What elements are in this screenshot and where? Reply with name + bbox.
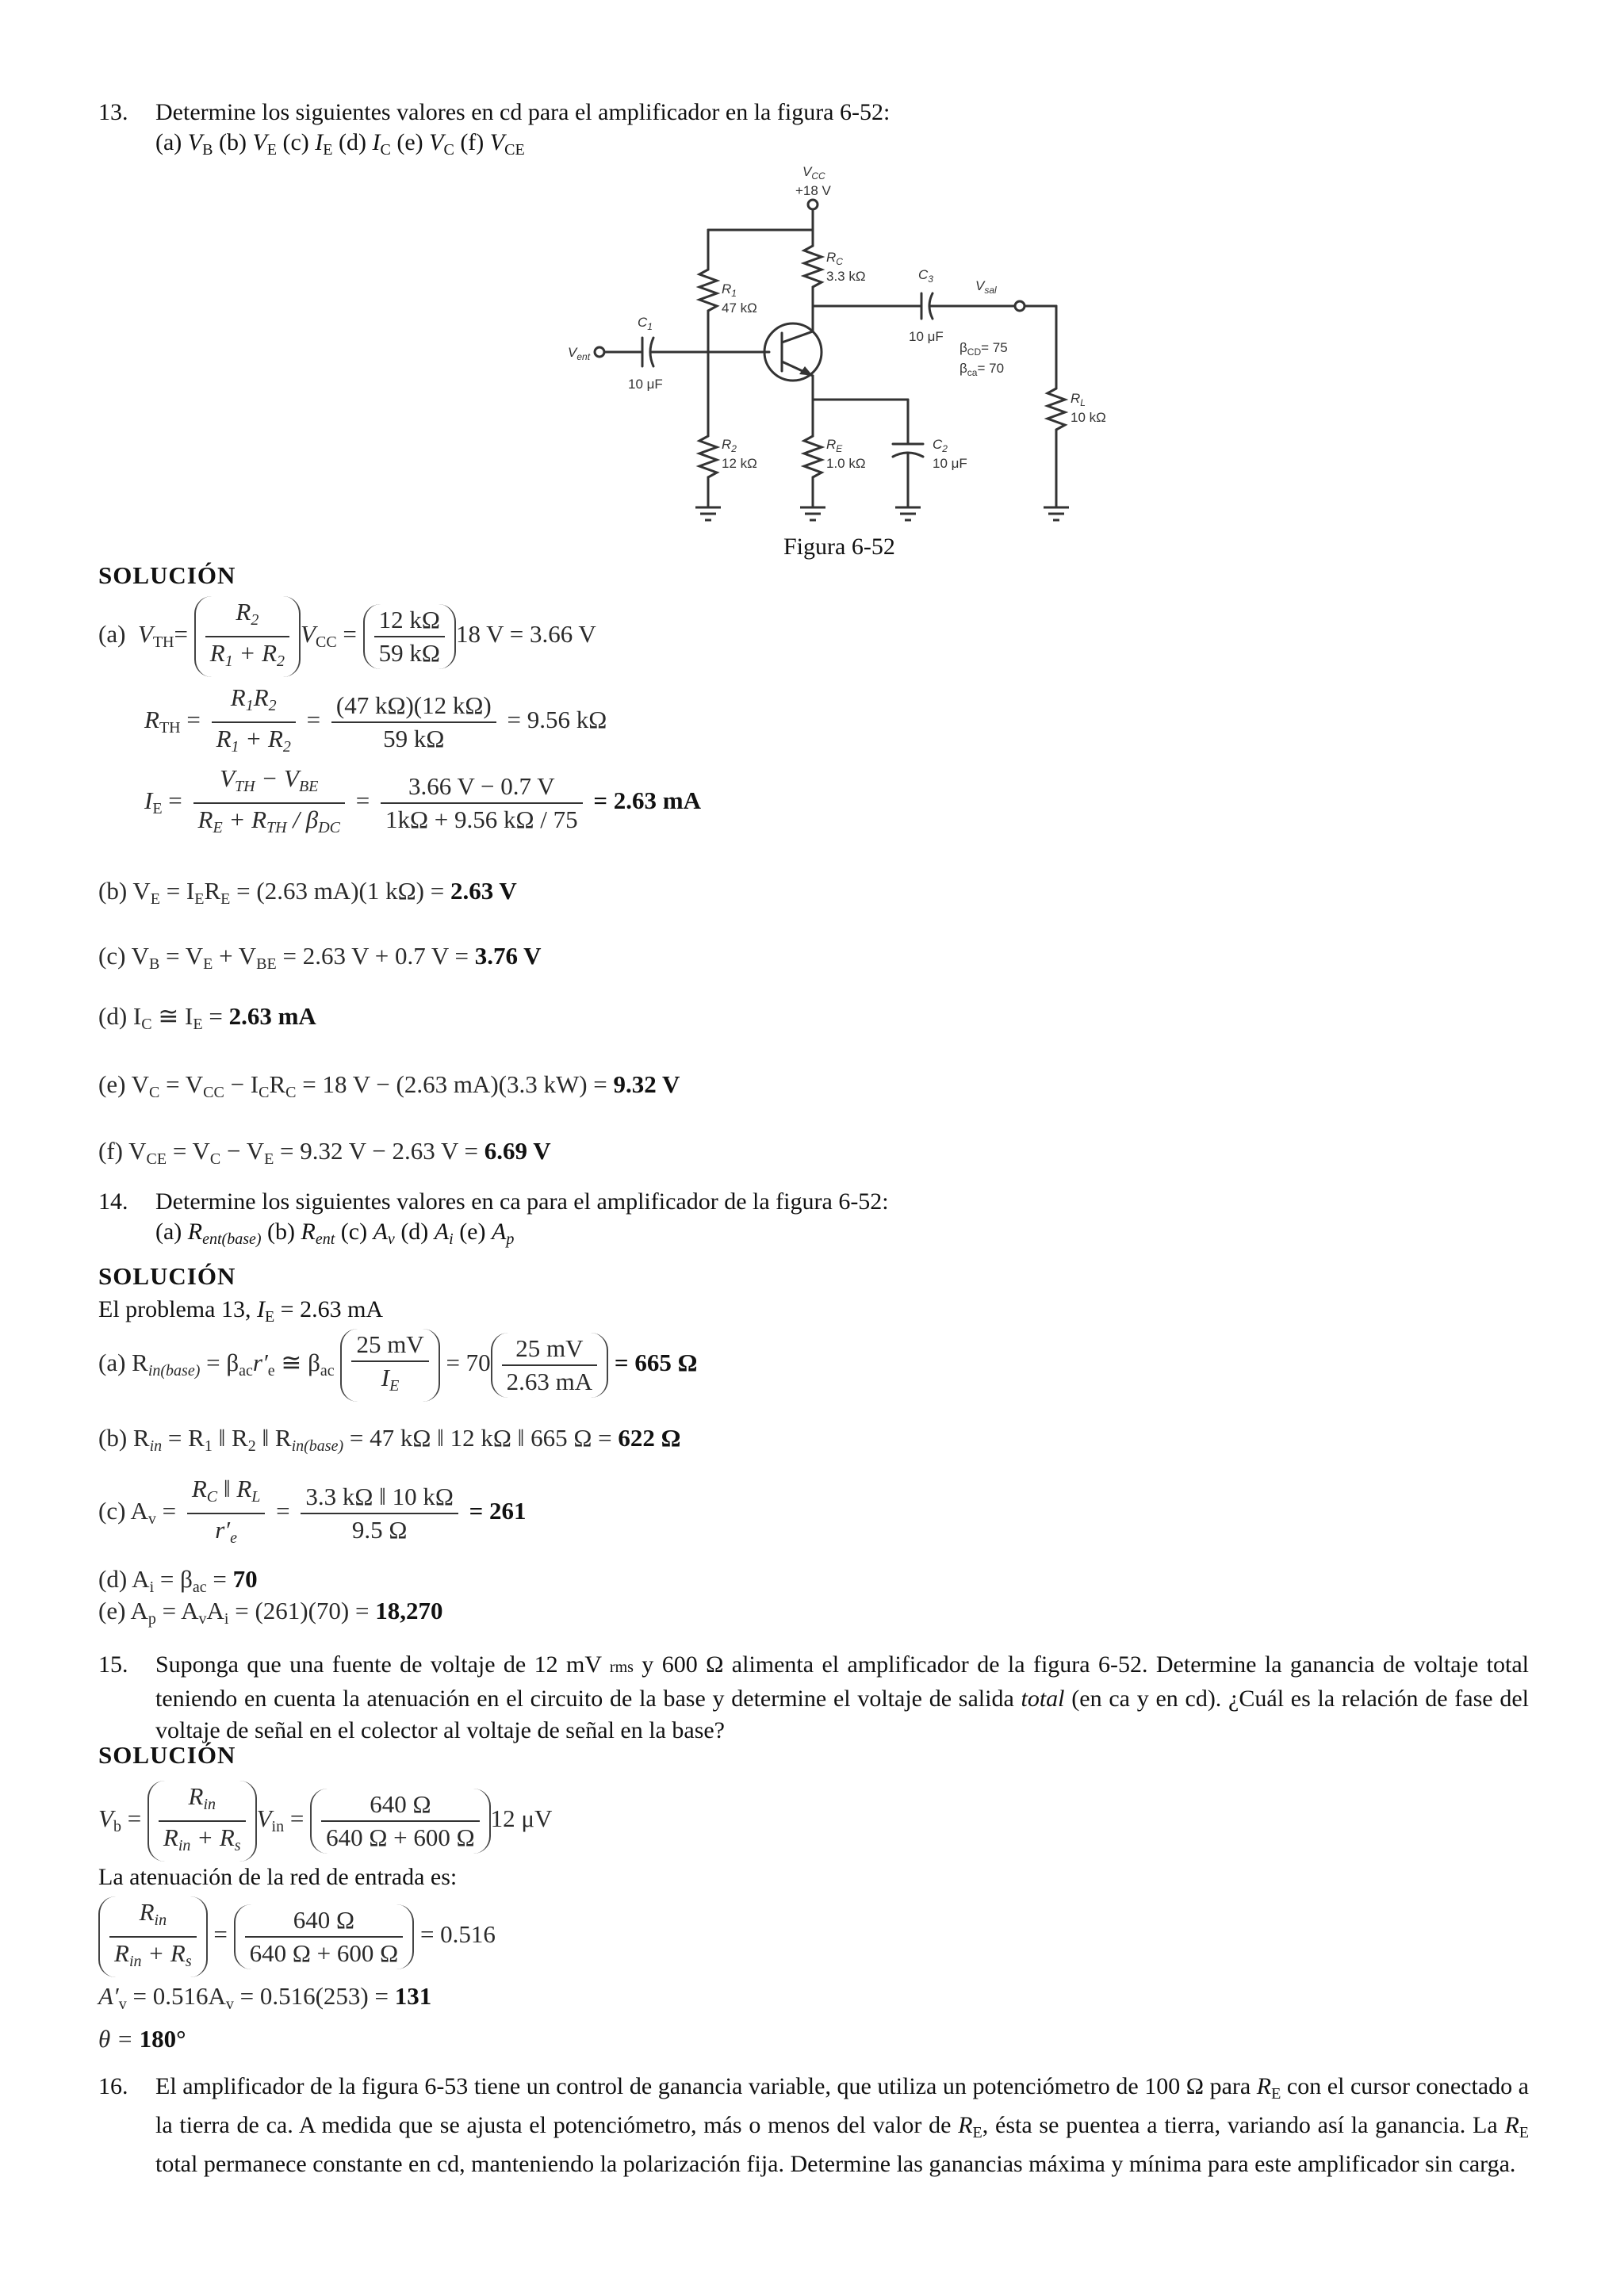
sol14-eq-e: (e) $A_p = A_vA_i = (261)(70) = 18,270$ — [98, 1597, 443, 1628]
re-value: 1.0 kΩ — [826, 456, 866, 471]
sol14-eq-a: (a) $R_{in(base)} = \beta_{ac}r'_e$ ≅ $\beta_{ac}$ $\frac{25 mV}{I_E}$ = 70 $\frac{25 mV}{2.63 mA}$ = 665 Ω — [98, 1329, 697, 1402]
problem-16-number: 16. — [98, 2073, 128, 2099]
sol15-eq-vb: $V_b$ = $\frac{R_{in}}{R_{in} + R_s}$ $V_{in}$ = $\frac{640 \Omega}{640 \Omega + 600 \Omega}$ 12 μV — [98, 1781, 552, 1862]
svg-text:C3: $C_3$ — [918, 267, 933, 285]
sol13-eq-vth: (a) $V_{TH}=$ $\frac{R_2}{R_1 + R_2}$ $V_{CC}$ = $\frac{12 k\Omega}{59 k\Omega}$ 18 V = 3.66 V — [98, 596, 596, 677]
vcc-label: V — [802, 164, 812, 179]
sol14-eq-d: (d) $A_i = \beta_{ac} = 70$ — [98, 1565, 258, 1596]
r2-value: 12 kΩ — [722, 456, 757, 471]
solution-15-attenuation-text: La atenuación de la red de entrada es: — [98, 1864, 458, 1890]
solution-14-intro: El problema 13, $I_E = 2.63$ mA — [98, 1296, 384, 1326]
sol13-eq-rth: $R_{TH}$ = $\frac{R_1R_2}{R_1 + R_2}$ = $\frac{(47 k\Omega)(12 k\Omega)}{59 k\Omega}$ = 9.56 kΩ — [144, 682, 607, 763]
problem-14-number: 14. — [98, 1188, 128, 1215]
sol13-eq-c: (c) $V_B = V_E + V_{BE} = 2.63$ V + 0.7 V = 3.76 V — [98, 942, 542, 973]
r1-value: 47 kΩ — [722, 300, 757, 316]
solution-15-heading: SOLUCIÓN — [98, 1741, 236, 1769]
c3-value: 10 μF — [909, 329, 944, 344]
svg-text:Vent: $V_{ent}$ — [568, 345, 591, 362]
svg-text:RE: $R_E$ — [826, 437, 843, 454]
problem-14-statement: Determine los siguientes valores en ca para el amplificador de la figura 6-52: — [155, 1188, 889, 1215]
rc-value: 3.3 kΩ — [826, 269, 866, 284]
problem-13-items: (a) $V_B$ (b) $V_E$ (c) $I_E$ (d) $I_C$ (e) $V_C$ (f) $V_{CE}$ — [155, 129, 525, 159]
svg-text:RC: $R_C$ — [826, 250, 843, 267]
vsal-label: V — [975, 278, 985, 293]
problem-16-statement: El amplificador de la figura 6-53 tiene un control de ganancia variable, que utiliza un potenciómetro de 100 Ω para $R_E$ con el cursor conectado a la tierra de ca. A medida que se ajusta el potenciómetro, más o menos del valor de $R_E$, ésta se puentea a tierra, variando así la ganancia. La $R_E$ total permanece constante en cd, manteniendo la polarización fija. Determine las ganancias máxima y mínima para este amplificador sin carga. — [155, 2073, 1529, 2177]
problem-13-statement: Determine los siguientes valores en cd para el amplificador en la figura 6-52: — [155, 99, 891, 125]
vent-label: V — [568, 345, 577, 360]
sol13-eq-ie: $I_E$ = $\frac{V_{TH} - V_{BE}}{R_E + R_{TH} / \beta_{DC}}$ = $\frac{3.66 V - 0.7 V}{1k\Omega + 9.56 k\Omega / 75}$ = 2.63 mA — [144, 763, 701, 844]
svg-text:VCC: $V_{CC}$ — [802, 164, 825, 182]
solution-13-heading: SOLUCIÓN — [98, 561, 236, 589]
rc-label: R — [826, 250, 837, 265]
beta-ac-label: β — [959, 361, 967, 376]
figure-caption: Figura 6-52 — [783, 534, 895, 560]
svg-text:RL: $R_L$ — [1071, 391, 1086, 408]
solution-14-heading: SOLUCIÓN — [98, 1262, 236, 1290]
svg-text:C2: $C_2$ — [933, 437, 948, 454]
r2-label: R — [722, 437, 732, 452]
ground-symbols — [695, 507, 1069, 520]
vcc-value: +18 V — [795, 183, 831, 198]
rl-label: R — [1071, 391, 1081, 406]
svg-text:R1: $R_1$ — [722, 281, 737, 299]
sol15-eq-atten: $\frac{R_{in}}{R_{in} + R_s}$ = $\frac{640 \Omega}{640 \Omega + 600 \Omega}$ = 0.516 — [98, 1896, 496, 1977]
problem-15-statement: Suponga que una fuente de voltaje de 12 mV rms y 600 Ω alimenta el amplificador de la figura 6-52. Determine la ganancia de voltaje total teniendo en cuenta la atenuación en el circuito de la base y determine el voltaje de salida total (en ca y en cd). ¿Cuál es la relación de fase del voltaje de señal en el colector al voltaje de señal en la base? — [155, 1651, 1529, 1743]
sol13-eq-d: (d) $I_C$ ≅ $I_E = 2.63$ mA — [98, 1002, 316, 1033]
r1-label: R — [722, 281, 732, 297]
problem-14-items: (a) $R_{ent(base)}$ (b) $R_{ent}$ (c) $A_v$ (d) $A_i$ (e) $A_p$ — [155, 1219, 515, 1248]
beta-dc-label: β — [959, 340, 967, 355]
c1-value: 10 μF — [628, 377, 663, 392]
c2-label: C — [933, 437, 943, 452]
sol14-eq-c: (c) $A_v$ = $\frac{R_C ‖ R_L}{r'_e}$ = $\frac{3.3 k\Omega ‖ 10 k\Omega}{9.5 \Omega}$ = 261 — [98, 1473, 527, 1554]
c2-value: 10 μF — [933, 456, 967, 471]
svg-text:C1: $C_1$ — [638, 315, 653, 332]
c3-label: C — [918, 267, 929, 282]
sol13-eq-e: (e) $V_C = V_{CC} - I_CR_C = 18$ V − (2.63 mA)(3.3 kW) = 9.32 V — [98, 1070, 680, 1101]
svg-text:R2: $R_2$ — [722, 437, 737, 454]
rl-value: 10 kΩ — [1071, 410, 1106, 425]
svg-text:βCD= 75: $\beta_{CD}= 75$ — [959, 340, 1008, 358]
c1-label: C — [638, 315, 648, 330]
svg-text:Vsal: $V_{sal}$ — [975, 278, 997, 296]
svg-text:βca= 70: $\beta_{ca}= 70$ — [959, 361, 1005, 378]
sol13-eq-f: (f) $V_{CE} = V_C - V_E = 9.32$ V − 2.63 V = 6.69 V — [98, 1137, 551, 1168]
sol15-eq-av: $A'_v = 0.516A_v = 0.516(253) = 131$ — [98, 1982, 432, 2013]
sol14-eq-b: (b) $R_{in} = R_1$ ‖ $R_2$ ‖ $R_{in(base)} = 47$ kΩ ‖ 12 kΩ ‖ 665 Ω = 622 Ω — [98, 1424, 681, 1455]
sol13-eq-b: (b) $V_E = I_ER_E = (2.63$ mA)(1 kΩ) = 2.63 V — [98, 877, 517, 908]
problem-15-number: 15. — [98, 1651, 128, 1678]
problem-13-number: 13. — [98, 99, 128, 125]
sol15-eq-theta: θ = 180° — [98, 2025, 186, 2053]
re-label: R — [826, 437, 837, 452]
